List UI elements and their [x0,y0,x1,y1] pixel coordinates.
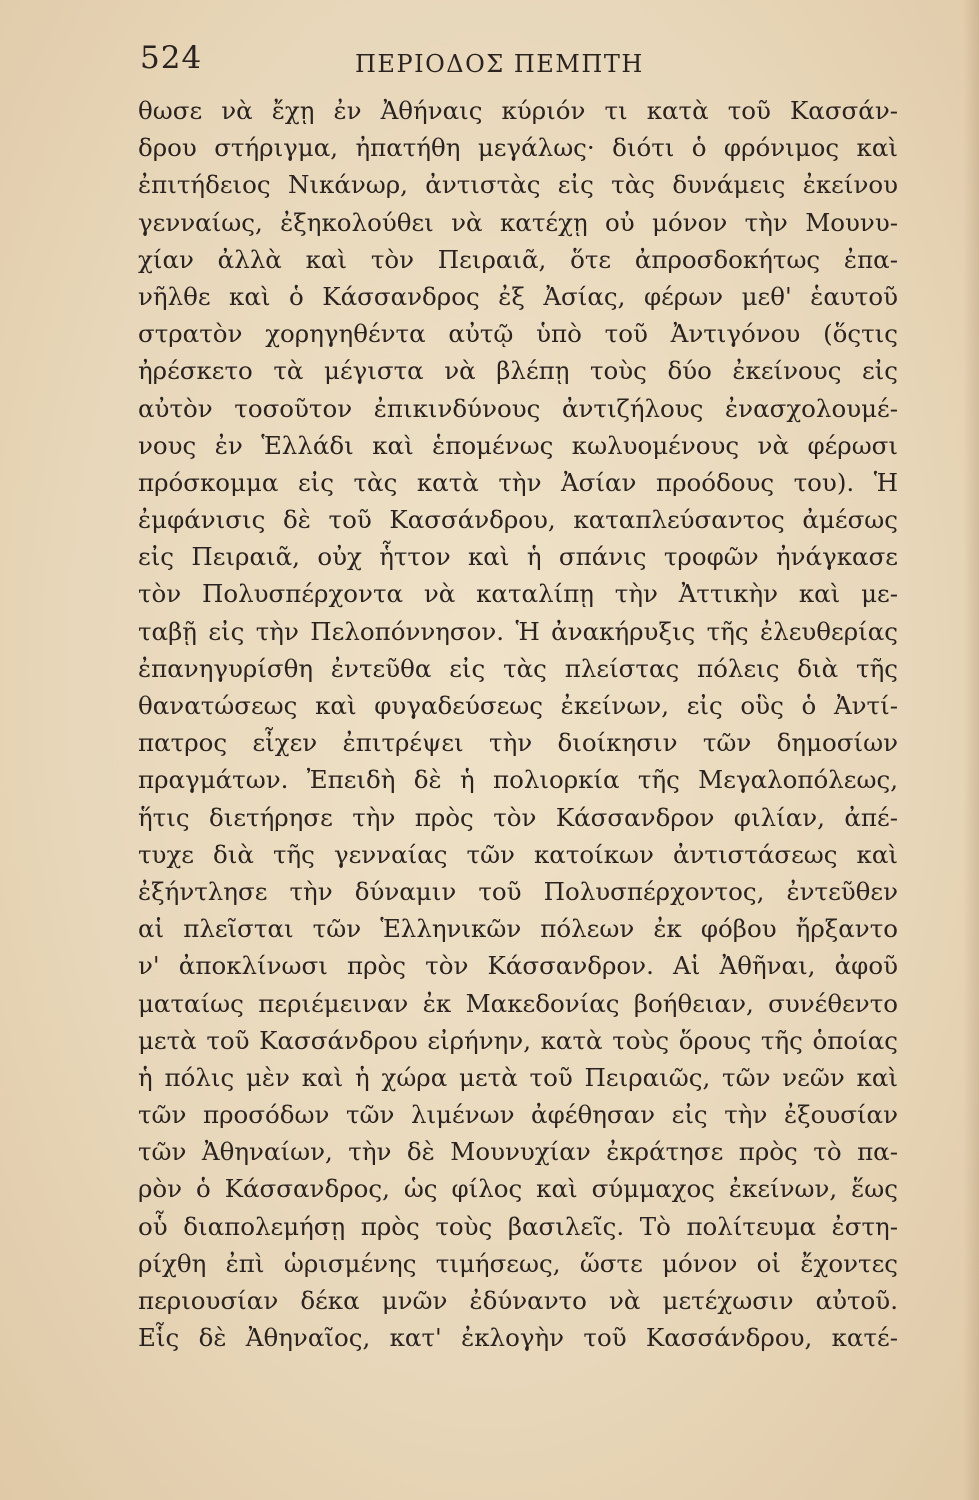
text-line: πραγμάτων. Ἐπειδὴ δὲ ἡ πολιορκία τῆς Μεγαλοπόλεως, [138,765,898,795]
text-line: δρου στήριγμα, ἠπατήθη μεγάλως· διότι ὁ φρόνιμος καὶ [138,133,898,163]
text-line: εἰς Πειραιᾶ, οὐχ ἧττον καὶ ἡ σπάνις τροφῶν ἠνάγκασε [138,542,898,572]
text-line: ἡ πόλις μὲν καὶ ἡ χώρα μετὰ τοῦ Πειραιῶς, τῶν νεῶν καὶ [138,1062,898,1092]
text-line: πατρος εἶχεν ἐπιτρέψει τὴν διοίκησιν τῶν δημοσίων [138,728,898,758]
text-line: ἠρέσκετο τὰ μέγιστα νὰ βλέπῃ τοὺς δύο ἐκείνους εἰς [138,356,898,386]
text-line: οὗ διαπολεμήσῃ πρὸς τοὺς βασιλεῖς. Τὸ πολίτευμα ἐστη- [138,1211,898,1241]
text-line: τῶν Ἀθηναίων, τὴν δὲ Μουνυχίαν ἐκράτησε πρὸς τὸ πα- [138,1137,898,1167]
text-line: νῆλθε καὶ ὁ Κάσσανδρος ἐξ Ἀσίας, φέρων μεθ' ἑαυτοῦ [138,281,898,311]
text-line: Εἷς δὲ Ἀθηναῖος, κατ' ἐκλογὴν τοῦ Κασσάνδρου, κατέ- [138,1323,898,1353]
body-text [138,92,898,1356]
text-line: περιουσίαν δέκα μνῶν ἐδύναντο νὰ μετέχωσιν αὐτοῦ. [138,1286,898,1315]
text-line: νους ἐν Ἑλλάδι καὶ ἑπομένως κωλυομένους νὰ φέρωσι [138,430,898,460]
text-line: ρὸν ὁ Κάσσανδρος, ὡς φίλος καὶ σύμμαχος ἐκείνων, ἕως [138,1174,898,1204]
text-line: ταβῇ εἰς τὴν Πελοπόννησον. Ἡ ἀνακήρυξις τῆς ἐλευθερίας [138,616,898,646]
text-line: γενναίως, ἐξηκολούθει νὰ κατέχῃ οὐ μόνον τὴν Μουνυ- [138,207,898,237]
text-line: ἥτις διετήρησε τὴν πρὸς τὸν Κάσσανδρον φιλίαν, ἀπέ- [138,802,898,832]
text-line: ρίχθη ἐπὶ ὡρισμένης τιμήσεως, ὥστε μόνον οἱ ἔχοντες [138,1248,898,1278]
text-line: θωσε νὰ ἔχῃ ἐν Ἀθήναις κύριόν τι κατὰ τοῦ Κασσάν- [138,96,898,125]
text-line: ἐμφάνισις δὲ τοῦ Κασσάνδρου, καταπλεύσαντος ἀμέσως [138,505,898,535]
text-line: θανατώσεως καὶ φυγαδεύσεως ἐκείνων, εἰς οὓς ὁ Ἀντί- [138,691,898,720]
text-line: τὸν Πολυσπέρχοντα νὰ καταλίπῃ τὴν Ἀττικὴν καὶ με- [138,579,898,609]
text-line: ματαίως περιέμειναν ἐκ Μακεδονίας βοήθειαν, συνέθεντο [138,988,898,1018]
text-line: στρατὸν χορηγηθέντα αὐτῷ ὑπὸ τοῦ Ἀντιγόνου (ὅςτις [138,319,898,349]
page-header [140,40,900,90]
text-line: ν' ἀποκλίνωσι πρὸς τὸν Κάσσανδρον. Αἱ Ἀθῆναι, ἀφοῦ [138,951,898,981]
text-line: αἱ πλεῖσται τῶν Ἑλληνικῶν πόλεων ἐκ φόβου ἤρξαντο [138,914,898,944]
text-line: χίαν ἀλλὰ καὶ τὸν Πειραιᾶ, ὅτε ἀπροσδοκήτως ἐπα- [138,244,898,274]
text-line: ἐπιτήδειος Νικάνωρ, ἀντιστὰς εἰς τὰς δυνάμεις ἐκείνου [138,170,898,200]
text-line: τῶν προσόδων τῶν λιμένων ἀφέθησαν εἰς τὴν ἐξουσίαν [138,1100,898,1130]
text-line: ἐξήντλησε τὴν δύναμιν τοῦ Πολυσπέρχοντος, ἐντεῦθεν [138,876,898,906]
text-line: αὐτὸν τοσοῦτον ἐπικινδύνους ἀντιζήλους ἐνασχολουμέ- [138,393,898,423]
running-head: ΠΕΡΙΟΔΟΣ ΠΕΜΠΤΗ [355,50,644,78]
text-line: μετὰ τοῦ Κασσάνδρου εἰρήνην, κατὰ τοὺς ὅρους τῆς ὁποίας [138,1025,898,1055]
text-line: πρόσκομμα εἰς τὰς κατὰ τὴν Ἀσίαν προόδους του). Ἡ [138,467,898,497]
text-line: τυχε διὰ τῆς γενναίας τῶν κατοίκων ἀντιστάσεως καὶ [138,839,898,869]
page-edge-shadow [963,0,979,1500]
text-line: ἐπανηγυρίσθη ἐντεῦθα εἰς τὰς πλείστας πόλεις διὰ τῆς [138,653,898,683]
page-number: 524 [140,40,203,76]
